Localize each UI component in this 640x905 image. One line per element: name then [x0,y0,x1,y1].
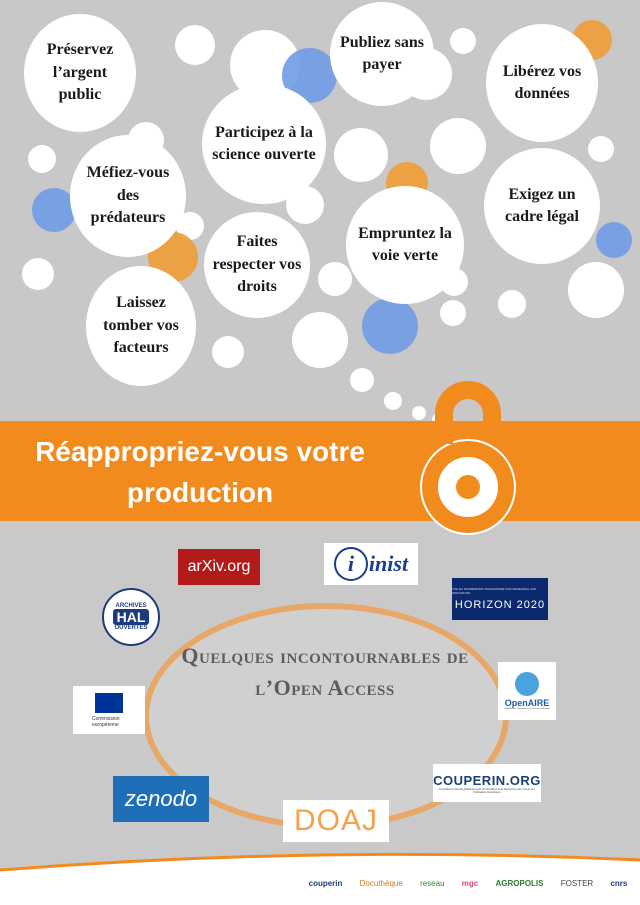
openaire-logo[interactable] [498,662,556,720]
center-title: Quelques incontournables de l’Open Access [181,643,469,700]
commission-text: Commission européenne [92,715,120,728]
hal-top-text: ARCHIVES [115,603,147,609]
couperin-logo[interactable] [433,764,541,802]
deco-circle [22,258,54,290]
bubble-preservez-text: Préservez l’argent public [46,41,114,104]
open-access-lock-icon [390,362,550,537]
bubble-empruntez-text: Empruntez la voie verte [358,224,452,264]
deco-circle [334,128,388,182]
bubble-exigez [484,148,600,264]
hal-logo[interactable] [102,588,160,646]
couperin-text: COUPERIN.ORG [433,772,541,788]
bubble-faites-text: Faites respecter vos droits [212,233,302,296]
bubble-laissez-text: Laissez tomber vos facteurs [103,294,179,357]
deco-circle [175,25,215,65]
deco-circle [362,298,418,354]
bubble-mefiez [70,135,186,257]
commission-europeenne-logo[interactable] [73,686,145,734]
hal-mid-text: HAL [113,609,150,625]
deco-circle [450,28,476,54]
footer-logo[interactable]: FOSTER [560,878,594,888]
bubble-publiez [330,2,434,106]
bubble-empruntez [346,186,464,304]
bubble-participez-text: Participez à la science ouverte [212,123,316,163]
footer-logo[interactable]: couperin [308,878,343,888]
horizon-text: HORIZON 2020 [454,599,546,611]
footer-logo[interactable]: mgc [461,878,479,888]
openaire-circle-icon [515,672,539,696]
bubble-preservez [24,14,136,132]
horizon-caption: THE EU FRAMEWORK PROGRAMME FOR RESEARCH AND INNOVATION [452,587,537,595]
deco-circle [588,136,614,162]
deco-circle [212,336,244,368]
arxiv-logo[interactable] [178,549,260,585]
deco-circle [430,118,486,174]
bubble-exigez-text: Exigez un cadre légal [505,185,579,225]
deco-circle [350,368,374,392]
banner-title: Réappropriez-vous votre production [35,436,365,508]
doaj-text: DOAJ [293,804,378,837]
deco-circle [318,262,352,296]
bubble-publiez-text: Publiez sans payer [339,33,424,73]
couperin-caption: Consortium Unifié des Établissements Universitaires et de Recherche pour l’Accès aux Publications Numériques [438,787,536,794]
bubble-faites [204,212,310,318]
bubble-laissez [86,266,196,386]
arxiv-logo-text: arXiv.org [187,558,251,575]
hal-bottom-text: OUVERTES [114,625,148,631]
deco-circle [596,222,632,258]
inist-logo[interactable] [324,543,418,585]
zenodo-logo[interactable] [113,776,209,822]
inist-logo-text: inist [368,551,409,576]
deco-circle [440,300,466,326]
deco-circle [498,290,526,318]
openaire-caption: Open Access Infrastructure for Research in Europe [504,708,550,710]
deco-circle [28,145,56,173]
doaj-logo[interactable] [283,800,389,842]
bubble-liberez [486,24,598,142]
footer-logo[interactable]: AGROPOLIS [495,878,544,888]
deco-circle [292,312,348,368]
footer-logo[interactable]: reseau [420,878,445,888]
bubble-participez [202,84,326,204]
openaire-text: OpenAIRE [504,698,550,708]
deco-circle [568,262,624,318]
horizon-2020-logo[interactable] [452,578,548,620]
footer-partner-logos [300,868,636,898]
bubble-mefiez-text: Méfiez-vous des prédateurs [86,164,170,227]
inist-i-icon: i [334,547,368,581]
zenodo-text: zenodo [124,786,198,811]
bubble-liberez-text: Libérez vos données [502,62,582,102]
footer-logo[interactable]: cnrs [610,878,628,888]
footer-logo[interactable]: Docuthèque [359,878,403,888]
eu-flag-icon [95,693,123,713]
